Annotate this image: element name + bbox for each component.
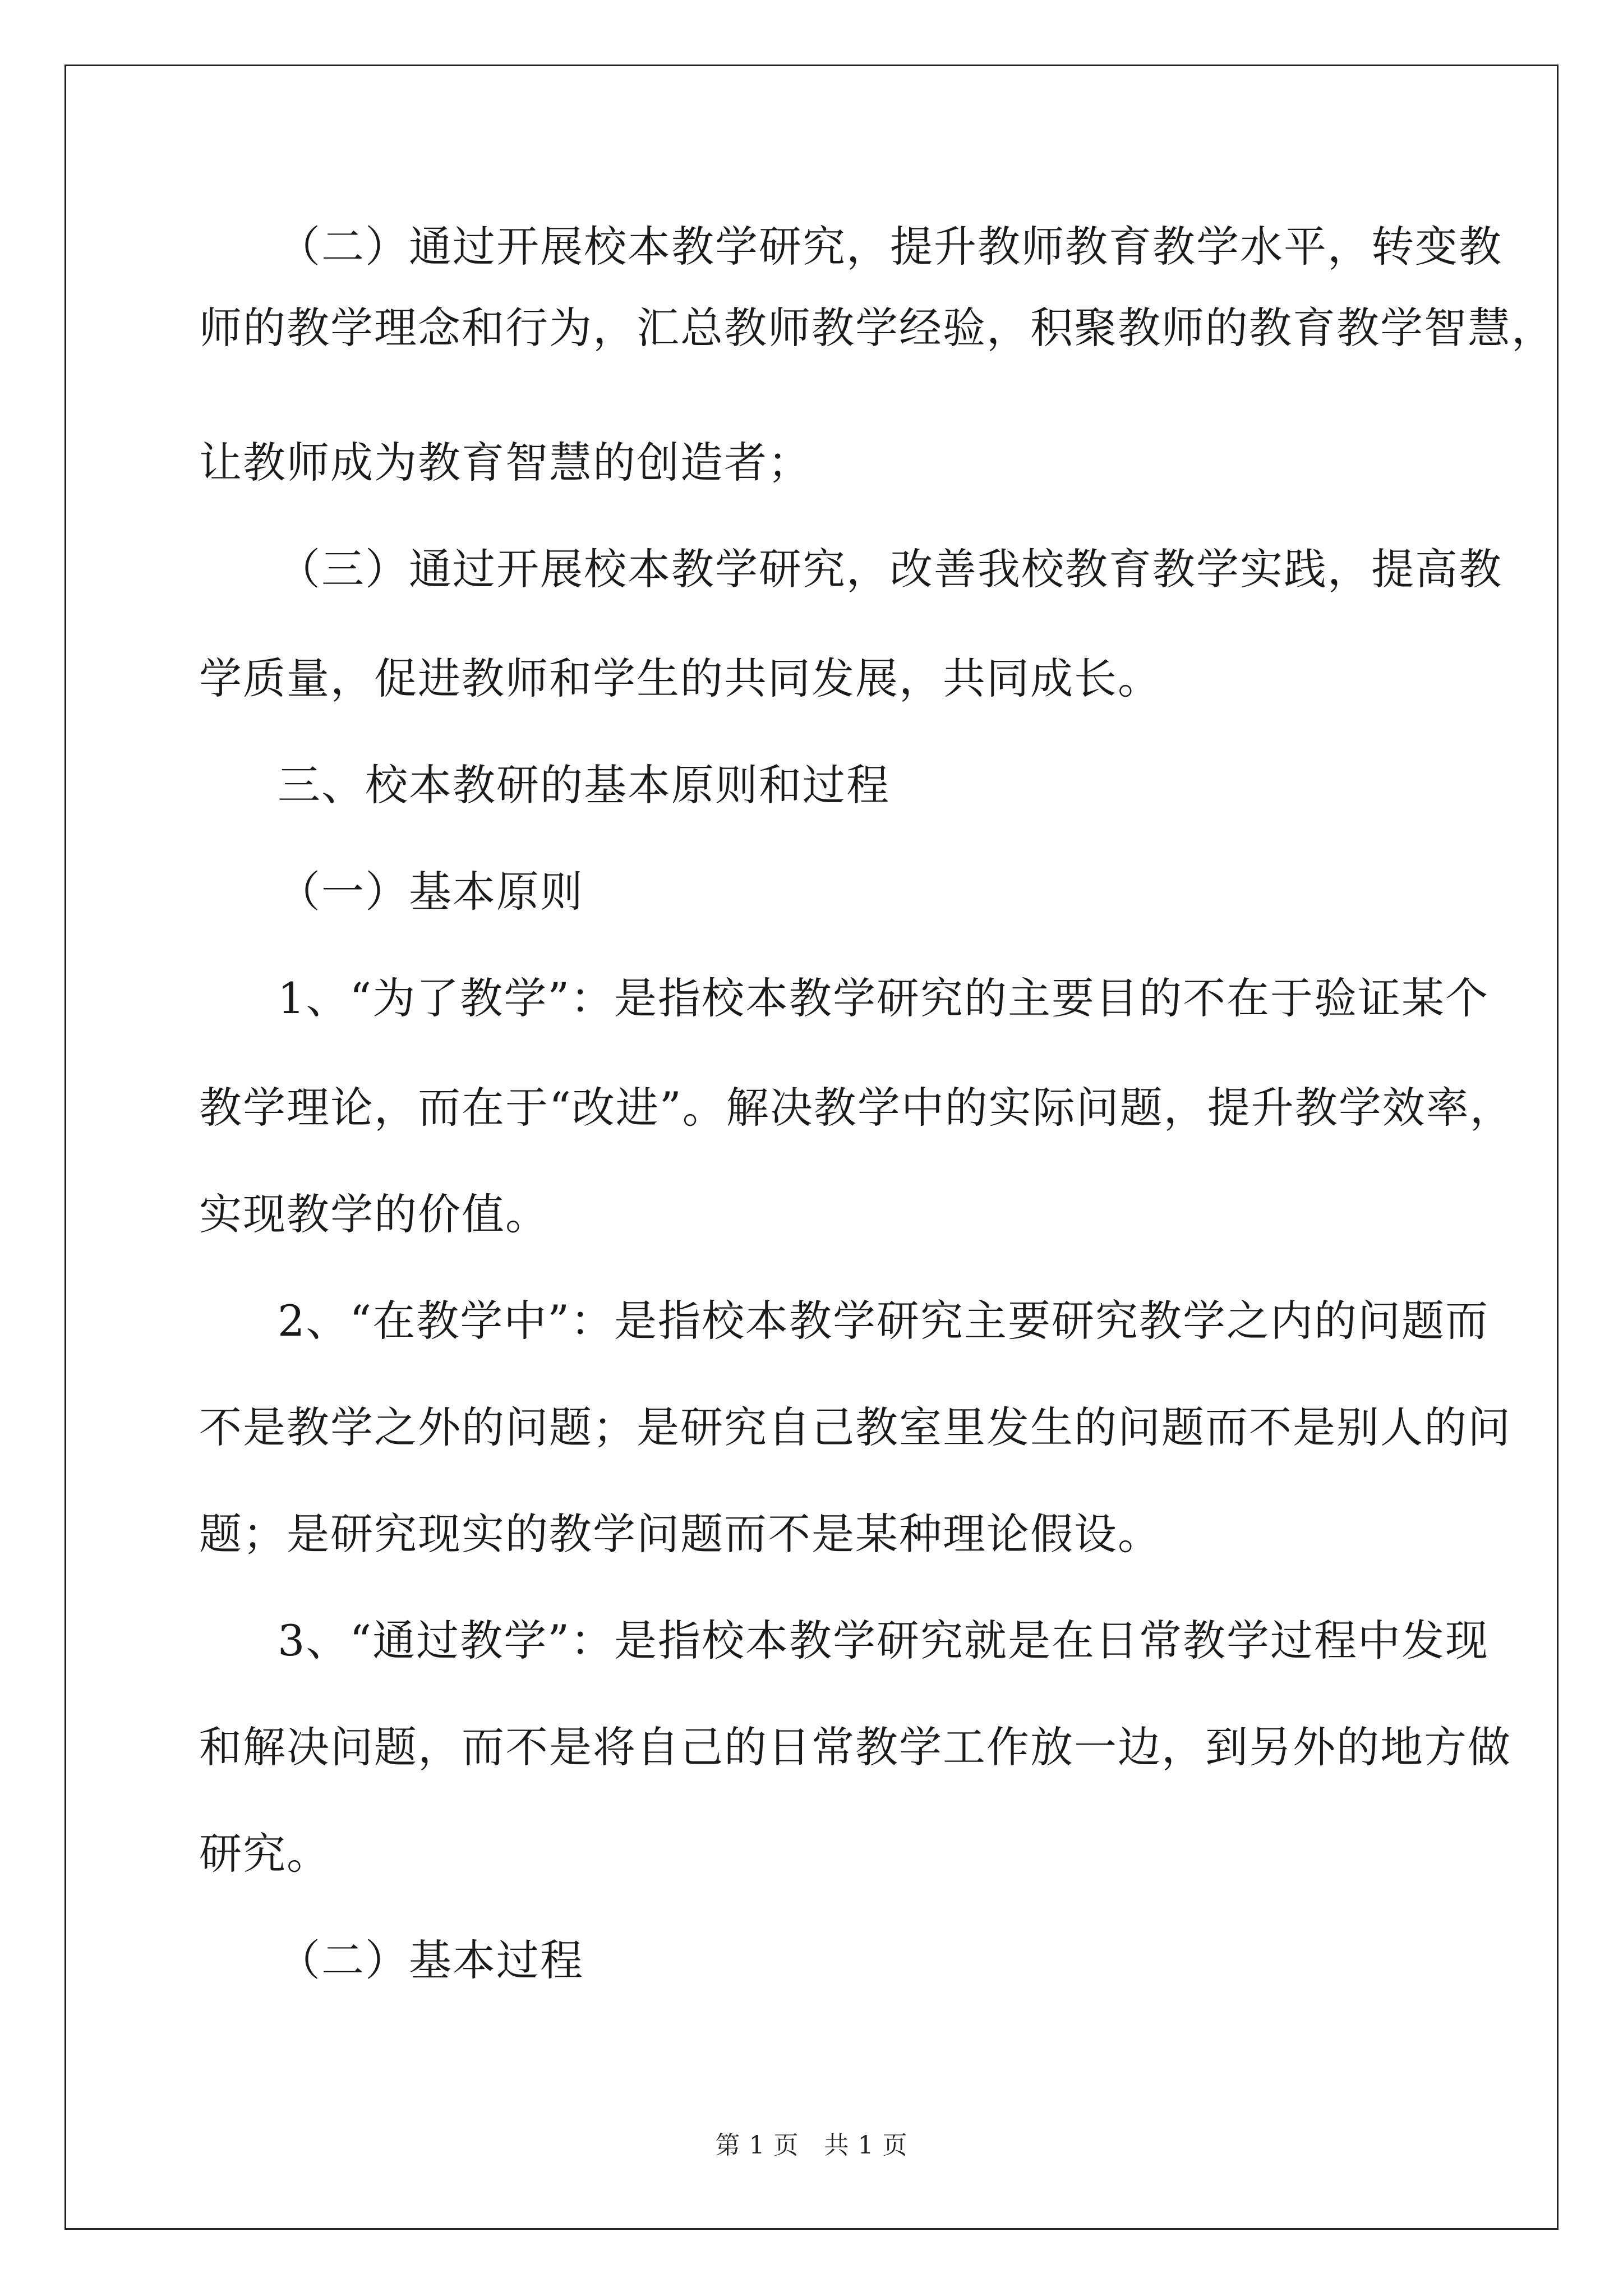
principle-3-line-1: 3、“通过教学”：是指校本教学研究就是在日常教学过程中发现 xyxy=(278,1616,1490,1665)
principle-1-line-1: 1、“为了教学”：是指校本教学研究的主要目的不在于验证某个 xyxy=(278,973,1490,1023)
principle-1-line-2: 教学理论，而在于“改进”。解决教学中的实际问题，提升教学效率， xyxy=(199,1083,1514,1133)
paragraph-3-line-1: （三）通过开展校本教学研究，改善我校教育教学实践，提高教 xyxy=(278,544,1502,594)
principle-2-line-2: 不是教学之外的问题；是研究自己教室里发生的问题而不是别人的问 xyxy=(199,1402,1511,1452)
subsection-heading-process: （二）基本过程 xyxy=(278,1935,584,1985)
section-heading: 三、校本教研的基本原则和过程 xyxy=(278,760,890,810)
paragraph-2-line-1: （二）通过开展校本教学研究，提升教师教育教学水平，转变教 xyxy=(278,222,1502,272)
paragraph-2-line-2: 师的教学理念和行为，汇总教师教学经验，积聚教师的教育教学智慧， xyxy=(199,303,1555,353)
principle-1-line-3: 实现教学的价值。 xyxy=(199,1189,549,1239)
principle-2-line-3: 题；是研究现实的教学问题而不是某种理论假设。 xyxy=(199,1509,1161,1559)
page-border xyxy=(64,65,1559,2230)
paragraph-2-line-3: 让教师成为教育智慧的创造者； xyxy=(199,438,811,487)
subsection-heading-principles: （一）基本原则 xyxy=(278,867,584,917)
principle-3-line-3: 研究。 xyxy=(199,1829,330,1879)
page-number-footer: 第 1 页 共 1 页 xyxy=(715,2131,908,2160)
principle-2-line-1: 2、“在教学中”：是指校本教学研究主要研究教学之内的问题而 xyxy=(278,1296,1490,1346)
principle-3-line-2: 和解决问题，而不是将自己的日常教学工作放一边，到另外的地方做 xyxy=(199,1722,1511,1772)
paragraph-3-line-2: 学质量，促进教师和学生的共同发展，共同成长。 xyxy=(199,654,1161,703)
